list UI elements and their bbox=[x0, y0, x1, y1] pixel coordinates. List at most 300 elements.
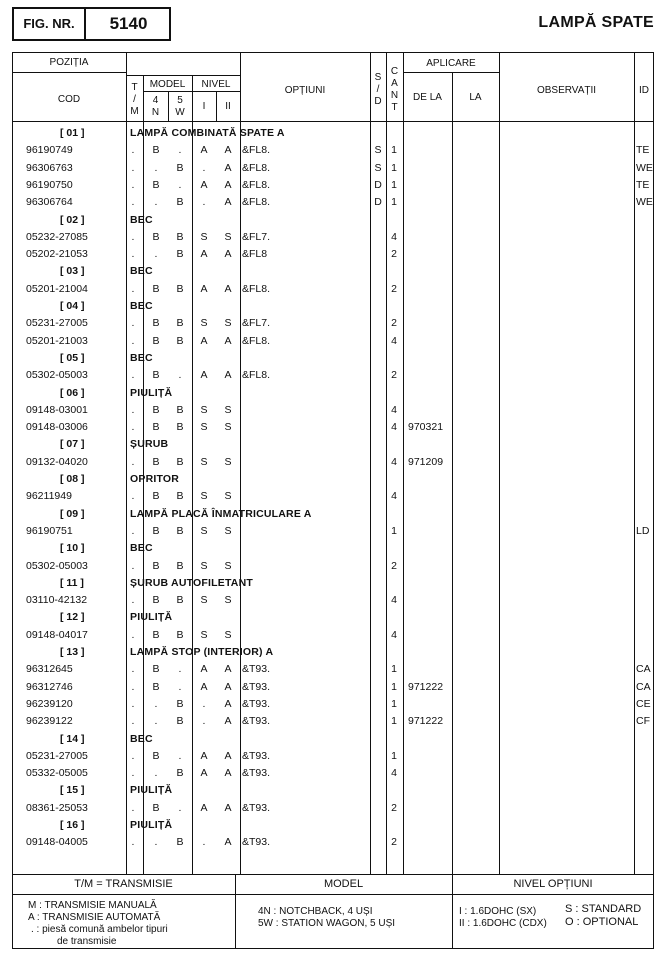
tm-cell: . bbox=[131, 680, 135, 693]
model-5w-cell: B bbox=[176, 628, 184, 641]
model-4n-cell: B bbox=[152, 680, 160, 693]
part-code: 96190749 bbox=[26, 144, 73, 157]
header-nivel-ii: II bbox=[225, 101, 231, 112]
tm-cell: . bbox=[131, 749, 135, 762]
position-number: [ 15 ] bbox=[60, 784, 85, 797]
part-row bbox=[0, 748, 666, 765]
tm-cell: . bbox=[131, 594, 135, 607]
group-name: PIULIȚĂ bbox=[130, 784, 173, 797]
model-4n-cell: B bbox=[152, 282, 160, 295]
tm-cell: . bbox=[131, 801, 135, 814]
nivel-ii-cell: A bbox=[224, 369, 232, 382]
figure-label: FIG. NR. bbox=[14, 7, 86, 41]
cant-cell: 1 bbox=[391, 144, 397, 157]
legend-tm-common: . : piesă comună ambelor tipuri bbox=[31, 924, 168, 935]
part-code: 05302-05003 bbox=[26, 559, 88, 572]
model-4n-cell: B bbox=[152, 144, 160, 157]
part-row bbox=[0, 281, 666, 298]
id-code: WE bbox=[636, 161, 653, 174]
position-number: [ 02 ] bbox=[60, 213, 85, 226]
group-row bbox=[0, 782, 666, 799]
model-5w-cell: B bbox=[176, 230, 184, 243]
tm-cell: . bbox=[131, 369, 135, 382]
position-number: [ 06 ] bbox=[60, 386, 85, 399]
cant-cell: 1 bbox=[391, 524, 397, 537]
model-5w-cell: . bbox=[178, 178, 182, 191]
part-row bbox=[0, 229, 666, 246]
tm-cell: . bbox=[131, 161, 135, 174]
part-code: 96306763 bbox=[26, 161, 73, 174]
part-row bbox=[0, 592, 666, 609]
model-5w-cell: B bbox=[176, 421, 184, 434]
part-row bbox=[0, 679, 666, 696]
option-code: &FL8. bbox=[242, 161, 271, 174]
sd-cell: D bbox=[374, 178, 382, 191]
model-5w-cell: . bbox=[178, 749, 182, 762]
position-number: [ 16 ] bbox=[60, 819, 85, 831]
part-code: 05231-27005 bbox=[26, 749, 88, 762]
model-5w-cell: B bbox=[176, 697, 184, 710]
part-code: 05201-21004 bbox=[26, 282, 88, 295]
header-divider bbox=[403, 72, 499, 73]
legend-nivel-i: I : 1.6DOHC (SX) bbox=[459, 906, 537, 917]
part-row bbox=[0, 523, 666, 540]
model-4n-cell: B bbox=[152, 628, 160, 641]
model-4n-cell: B bbox=[152, 421, 160, 434]
group-row bbox=[0, 125, 666, 142]
group-name: BEC bbox=[130, 213, 153, 226]
header-cant-t: T bbox=[391, 102, 398, 113]
part-code: 96190750 bbox=[26, 178, 73, 191]
group-row bbox=[0, 644, 666, 661]
header-sd-slash: / bbox=[376, 84, 380, 95]
nivel-ii-cell: A bbox=[224, 680, 232, 693]
legend-title-line bbox=[12, 894, 654, 895]
model-5w-cell: B bbox=[176, 161, 184, 174]
nivel-i-cell: A bbox=[200, 663, 208, 676]
option-code: &T93. bbox=[242, 715, 271, 728]
nivel-ii-cell: A bbox=[224, 144, 232, 157]
id-code: TE bbox=[636, 144, 650, 157]
group-row bbox=[0, 385, 666, 402]
part-row bbox=[0, 713, 666, 730]
header-pozitia: POZIȚIA bbox=[49, 57, 89, 68]
header-cant-n: N bbox=[390, 90, 399, 101]
nivel-ii-cell: A bbox=[224, 663, 232, 676]
nivel-i-cell: S bbox=[200, 421, 208, 434]
applied-from-date: 971222 bbox=[408, 680, 444, 693]
header-sd-d: D bbox=[374, 96, 382, 107]
model-5w-cell: B bbox=[176, 334, 184, 347]
part-code: 09148-03006 bbox=[26, 421, 88, 434]
model-4n-cell: B bbox=[152, 559, 160, 572]
group-name: ȘURUB bbox=[130, 438, 169, 451]
legend-model-5w: 5W : STATION WAGON, 5 UȘI bbox=[258, 918, 396, 929]
part-row bbox=[0, 488, 666, 505]
sd-cell: S bbox=[374, 161, 382, 174]
nivel-i-cell: A bbox=[200, 801, 208, 814]
id-code: CF bbox=[636, 715, 650, 728]
cant-cell: 4 bbox=[391, 403, 397, 416]
nivel-i-cell: A bbox=[200, 369, 208, 382]
option-code: &T93. bbox=[242, 836, 271, 849]
header-cant-a: A bbox=[391, 78, 398, 89]
option-code: &T93. bbox=[242, 767, 271, 780]
nivel-i-cell: . bbox=[202, 715, 206, 728]
model-5w-cell: . bbox=[178, 801, 182, 814]
part-code: 96306764 bbox=[26, 196, 73, 209]
group-name: PIULIȚĂ bbox=[130, 386, 173, 399]
sd-cell: S bbox=[374, 144, 382, 157]
model-5w-cell: B bbox=[176, 715, 184, 728]
cant-cell: 1 bbox=[391, 196, 397, 209]
model-4n-cell: B bbox=[152, 749, 160, 762]
position-number: [ 05 ] bbox=[60, 351, 85, 364]
tm-cell: . bbox=[131, 282, 135, 295]
group-name: OPRITOR bbox=[130, 473, 180, 485]
group-name: BEC bbox=[130, 300, 153, 312]
position-number: [ 08 ] bbox=[60, 473, 85, 485]
legend-model-title: MODEL bbox=[323, 878, 364, 890]
part-row bbox=[0, 142, 666, 159]
nivel-i-cell: . bbox=[202, 161, 206, 174]
option-code: &FL8. bbox=[242, 178, 271, 191]
id-code: WE bbox=[636, 196, 653, 209]
nivel-i-cell: S bbox=[200, 403, 208, 416]
part-code: 09148-04017 bbox=[26, 628, 88, 641]
model-5w-cell: . bbox=[178, 663, 182, 676]
applied-from-date: 971222 bbox=[408, 715, 444, 728]
tm-cell: . bbox=[131, 403, 135, 416]
cant-cell: 4 bbox=[391, 767, 397, 780]
group-name: LAMPĂ PLACĂ ÎNMATRICULARE A bbox=[130, 507, 312, 520]
header-bottom-line bbox=[12, 121, 654, 122]
option-code: &T93. bbox=[242, 680, 271, 693]
group-name: ȘURUB AUTOFILETANT bbox=[130, 576, 253, 589]
model-4n-cell: B bbox=[152, 369, 160, 382]
sd-cell: D bbox=[374, 196, 382, 209]
model-5w-cell: . bbox=[178, 680, 182, 693]
cant-cell: 1 bbox=[391, 178, 397, 191]
page-title: LAMPĂ SPATE bbox=[538, 14, 654, 31]
legend-nivel-ii: II : 1.6DOHC (CDX) bbox=[459, 918, 547, 929]
figure-number: 5140 bbox=[109, 14, 148, 33]
option-code: &FL8. bbox=[242, 334, 271, 347]
position-number: [ 03 ] bbox=[60, 265, 85, 278]
legend-top-line bbox=[12, 874, 654, 875]
nivel-ii-cell: A bbox=[224, 715, 232, 728]
model-5w-cell: B bbox=[176, 317, 184, 330]
nivel-ii-cell: A bbox=[224, 697, 232, 710]
tm-cell: . bbox=[131, 663, 135, 676]
cant-cell: 1 bbox=[391, 749, 397, 762]
cant-cell: 4 bbox=[391, 594, 397, 607]
group-name: LAMPĂ STOP (INTERIOR) A bbox=[130, 646, 274, 658]
cant-cell: 2 bbox=[391, 369, 397, 382]
nivel-i-cell: S bbox=[200, 524, 208, 537]
model-4n-cell: . bbox=[154, 715, 158, 728]
nivel-ii-cell: A bbox=[224, 836, 232, 849]
group-name: BEC bbox=[130, 542, 153, 555]
tm-cell: . bbox=[131, 628, 135, 641]
nivel-ii-cell: A bbox=[224, 196, 232, 209]
part-code: 03110-42132 bbox=[26, 594, 88, 607]
model-5w-cell: B bbox=[176, 282, 184, 295]
nivel-i-cell: S bbox=[200, 230, 208, 243]
option-code: &FL7. bbox=[242, 230, 271, 243]
part-row bbox=[0, 315, 666, 332]
model-4n-cell: B bbox=[152, 230, 160, 243]
group-row bbox=[0, 263, 666, 280]
header-nivel-i: I bbox=[202, 101, 206, 112]
group-row bbox=[0, 471, 666, 488]
part-code: 09148-04005 bbox=[26, 836, 88, 849]
tm-cell: . bbox=[131, 178, 135, 191]
model-5w-cell: B bbox=[176, 594, 184, 607]
cant-cell: 2 bbox=[391, 282, 397, 295]
model-4n-cell: B bbox=[152, 524, 160, 537]
nivel-ii-cell: A bbox=[224, 749, 232, 762]
cant-cell: 1 bbox=[391, 663, 397, 676]
part-row bbox=[0, 402, 666, 419]
legend-tm-automat: A : TRANSMISIE AUTOMATĂ bbox=[28, 912, 161, 923]
nivel-ii-cell: S bbox=[224, 594, 232, 607]
nivel-ii-cell: S bbox=[224, 403, 232, 416]
nivel-i-cell: A bbox=[200, 282, 208, 295]
model-5w-cell: . bbox=[178, 144, 182, 157]
part-code: 09132-04020 bbox=[26, 455, 88, 468]
cant-cell: 2 bbox=[391, 559, 397, 572]
nivel-i-cell: S bbox=[200, 594, 208, 607]
nivel-i-cell: S bbox=[200, 317, 208, 330]
tm-cell: . bbox=[131, 230, 135, 243]
model-5w-cell: B bbox=[176, 196, 184, 209]
legend-tm-common-cont: de transmisie bbox=[57, 936, 117, 947]
model-4n-cell: B bbox=[152, 594, 160, 607]
tm-cell: . bbox=[131, 524, 135, 537]
model-5w-cell: . bbox=[178, 369, 182, 382]
tm-cell: . bbox=[131, 767, 135, 780]
part-row bbox=[0, 419, 666, 436]
nivel-i-cell: A bbox=[200, 178, 208, 191]
part-code: 96239122 bbox=[26, 715, 73, 728]
header-4n-4: 4 bbox=[152, 95, 159, 106]
nivel-ii-cell: A bbox=[224, 282, 232, 295]
nivel-ii-cell: A bbox=[224, 248, 232, 261]
model-4n-cell: . bbox=[154, 836, 158, 849]
tm-cell: . bbox=[131, 455, 135, 468]
option-code: &FL8. bbox=[242, 144, 271, 157]
part-row bbox=[0, 627, 666, 644]
part-row bbox=[0, 177, 666, 194]
model-5w-cell: B bbox=[176, 455, 184, 468]
group-name: BEC bbox=[130, 265, 153, 278]
nivel-i-cell: S bbox=[200, 628, 208, 641]
header-nivel: NIVEL bbox=[201, 79, 231, 90]
id-code: LD bbox=[636, 524, 650, 537]
tm-cell: . bbox=[131, 490, 135, 503]
model-4n-cell: B bbox=[152, 801, 160, 814]
nivel-i-cell: A bbox=[200, 680, 208, 693]
part-code: 05231-27005 bbox=[26, 317, 88, 330]
option-code: &FL8. bbox=[242, 369, 271, 382]
group-row bbox=[0, 609, 666, 626]
model-5w-cell: B bbox=[176, 836, 184, 849]
nivel-ii-cell: S bbox=[224, 524, 232, 537]
model-4n-cell: . bbox=[154, 248, 158, 261]
header-la: LA bbox=[469, 92, 482, 103]
model-4n-cell: . bbox=[154, 767, 158, 780]
nivel-i-cell: S bbox=[200, 559, 208, 572]
legend-nivel-standard: S : STANDARD bbox=[565, 903, 642, 915]
position-number: [ 07 ] bbox=[60, 438, 85, 451]
part-code: 05332-05005 bbox=[26, 767, 88, 780]
nivel-ii-cell: S bbox=[224, 317, 232, 330]
nivel-i-cell: A bbox=[200, 767, 208, 780]
header-tm-t: T bbox=[131, 82, 138, 93]
header-4n-n: N bbox=[151, 107, 160, 118]
model-5w-cell: B bbox=[176, 403, 184, 416]
model-4n-cell: . bbox=[154, 161, 158, 174]
part-row bbox=[0, 367, 666, 384]
position-number: [ 14 ] bbox=[60, 732, 85, 745]
model-5w-cell: B bbox=[176, 524, 184, 537]
group-name: PIULIȚĂ bbox=[130, 819, 173, 831]
legend-nivel-title: NIVEL OPȚIUNI bbox=[513, 878, 593, 890]
group-row bbox=[0, 350, 666, 367]
model-4n-cell: B bbox=[152, 490, 160, 503]
part-code: 08361-25053 bbox=[26, 801, 88, 814]
nivel-i-cell: A bbox=[200, 144, 208, 157]
option-code: &FL7. bbox=[242, 317, 271, 330]
position-number: [ 10 ] bbox=[60, 542, 85, 555]
header-5w-5: 5 bbox=[177, 95, 183, 106]
part-code: 96190751 bbox=[26, 524, 73, 537]
part-row bbox=[0, 194, 666, 211]
part-code: 96312645 bbox=[26, 663, 73, 676]
part-code: 05302-05003 bbox=[26, 369, 88, 382]
header-optiuni: OPȚIUNI bbox=[284, 85, 326, 96]
model-4n-cell: B bbox=[152, 455, 160, 468]
nivel-i-cell: A bbox=[200, 749, 208, 762]
cant-cell: 1 bbox=[391, 715, 397, 728]
position-number: [ 01 ] bbox=[60, 127, 85, 139]
id-code: CE bbox=[636, 697, 651, 710]
model-5w-cell: B bbox=[176, 559, 184, 572]
legend-tm-title: T/M = TRANSMISIE bbox=[74, 878, 173, 890]
nivel-ii-cell: S bbox=[224, 628, 232, 641]
part-row bbox=[0, 765, 666, 782]
nivel-i-cell: A bbox=[200, 248, 208, 261]
part-row bbox=[0, 558, 666, 575]
model-4n-cell: B bbox=[152, 317, 160, 330]
nivel-ii-cell: A bbox=[224, 161, 232, 174]
option-code: &T93. bbox=[242, 663, 271, 676]
cant-cell: 2 bbox=[391, 836, 397, 849]
tm-cell: . bbox=[131, 697, 135, 710]
nivel-i-cell: . bbox=[202, 836, 206, 849]
part-code: 05201-21003 bbox=[26, 334, 88, 347]
group-name: LAMPĂ COMBINATĂ SPATE A bbox=[130, 127, 285, 139]
position-number: [ 11 ] bbox=[60, 576, 84, 589]
applied-from-date: 971209 bbox=[408, 455, 444, 468]
part-row bbox=[0, 333, 666, 350]
cant-cell: 1 bbox=[391, 697, 397, 710]
header-cant-c: C bbox=[390, 66, 399, 77]
position-number: [ 12 ] bbox=[60, 611, 85, 624]
header-tm-slash: / bbox=[133, 94, 136, 105]
tm-cell: . bbox=[131, 421, 135, 434]
group-row bbox=[0, 540, 666, 557]
nivel-i-cell: . bbox=[202, 697, 206, 710]
group-row bbox=[0, 298, 666, 315]
part-code: 05232-27085 bbox=[26, 230, 88, 243]
header-aplicare: APLICARE bbox=[426, 58, 476, 69]
position-number: [ 09 ] bbox=[60, 507, 85, 520]
option-code: &T93. bbox=[242, 801, 271, 814]
model-4n-cell: B bbox=[152, 334, 160, 347]
position-number: [ 13 ] bbox=[60, 646, 85, 658]
model-5w-cell: B bbox=[176, 767, 184, 780]
nivel-i-cell: . bbox=[202, 196, 206, 209]
nivel-ii-cell: A bbox=[224, 767, 232, 780]
cant-cell: 2 bbox=[391, 248, 397, 261]
part-row bbox=[0, 160, 666, 177]
group-name: BEC bbox=[130, 732, 153, 745]
legend-tm-manual: M : TRANSMISIE MANUALĂ bbox=[28, 900, 157, 911]
header-5w-w: W bbox=[175, 107, 185, 118]
header-id: ID bbox=[639, 85, 649, 96]
nivel-ii-cell: A bbox=[224, 801, 232, 814]
part-row bbox=[0, 696, 666, 713]
part-code: 96312746 bbox=[26, 680, 73, 693]
option-code: &FL8. bbox=[242, 196, 271, 209]
part-row bbox=[0, 834, 666, 851]
nivel-i-cell: S bbox=[200, 490, 208, 503]
nivel-i-cell: S bbox=[200, 455, 208, 468]
part-row bbox=[0, 246, 666, 263]
model-5w-cell: B bbox=[176, 490, 184, 503]
nivel-ii-cell: S bbox=[224, 559, 232, 572]
option-code: &T93. bbox=[242, 749, 271, 762]
group-row bbox=[0, 212, 666, 229]
group-name: BEC bbox=[130, 351, 153, 364]
header-tm-m: M bbox=[130, 106, 139, 117]
nivel-ii-cell: S bbox=[224, 490, 232, 503]
model-4n-cell: B bbox=[152, 403, 160, 416]
tm-cell: . bbox=[131, 715, 135, 728]
tm-cell: . bbox=[131, 317, 135, 330]
part-code: 09148-03001 bbox=[26, 403, 88, 416]
nivel-ii-cell: A bbox=[224, 334, 232, 347]
tm-cell: . bbox=[131, 144, 135, 157]
header-cod: COD bbox=[57, 94, 81, 105]
model-4n-cell: B bbox=[152, 663, 160, 676]
option-code: &FL8 bbox=[242, 248, 268, 261]
header-sd-s: S bbox=[374, 72, 382, 83]
option-code: &FL8. bbox=[242, 282, 271, 295]
tm-cell: . bbox=[131, 334, 135, 347]
group-row bbox=[0, 731, 666, 748]
group-row bbox=[0, 575, 666, 592]
header-divider bbox=[12, 72, 126, 73]
cant-cell: 4 bbox=[391, 421, 397, 434]
header-observatii: OBSERVAȚII bbox=[536, 85, 597, 96]
cant-cell: 2 bbox=[391, 317, 397, 330]
tm-cell: . bbox=[131, 248, 135, 261]
header-dela: DE LA bbox=[413, 92, 442, 103]
position-number: [ 04 ] bbox=[60, 300, 85, 312]
